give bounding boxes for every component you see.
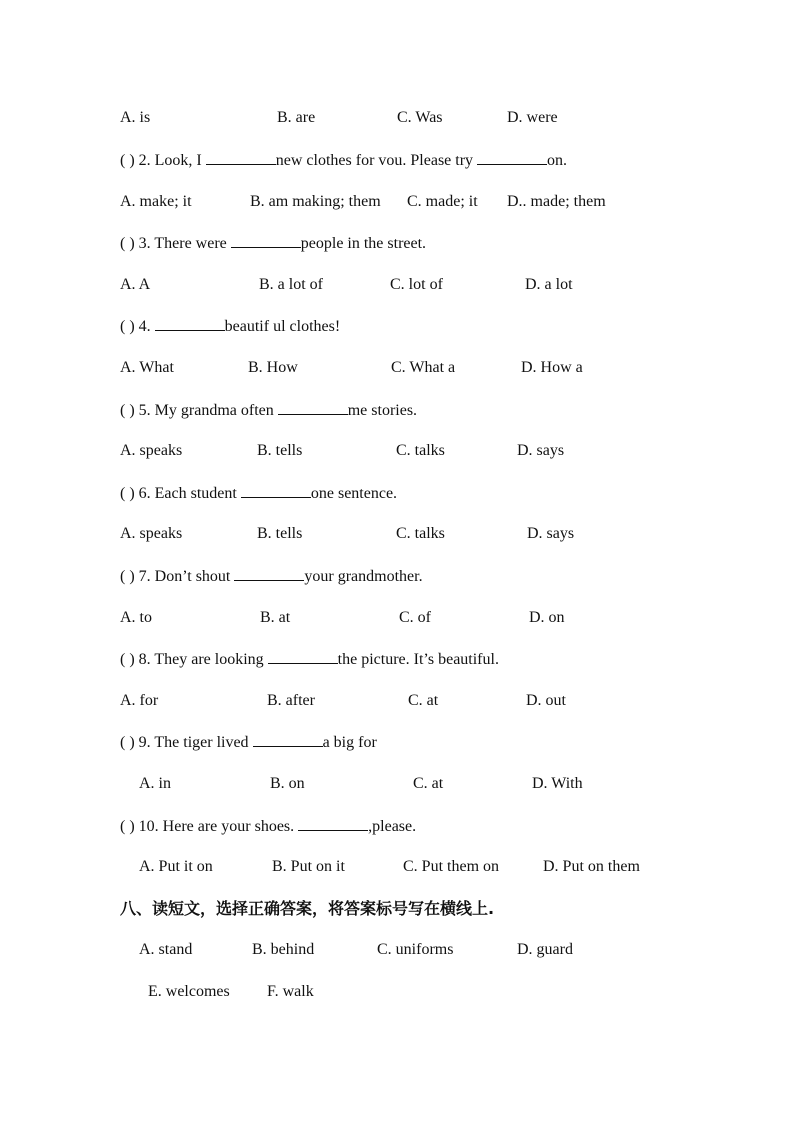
q9-option-d: D. With	[532, 775, 583, 792]
question-7-text-start: ( ) 7. Don’t shout	[120, 568, 235, 585]
q4-option-b: B. How	[248, 359, 298, 376]
wordbank-option-e: E. welcomes	[148, 983, 230, 1000]
question-4	[120, 316, 340, 337]
q9-option-c: C. at	[413, 775, 444, 792]
answer-blank	[234, 566, 304, 581]
q8-option-b: B. after	[267, 692, 315, 709]
question-2	[120, 150, 567, 171]
wordbank-option-d: D. guard	[517, 941, 573, 958]
q8-option-c: C. at	[408, 692, 439, 709]
question-6	[120, 483, 397, 504]
q10-option-d: D. Put on them	[543, 858, 640, 875]
q10-option-b: B. Put on it	[272, 858, 345, 875]
answer-blank	[268, 649, 338, 664]
q7-option-c: C. of	[399, 609, 431, 626]
answer-blank	[278, 400, 348, 415]
q3-option-a: A. A	[120, 276, 151, 293]
q6-option-b: B. tells	[257, 525, 303, 542]
q4-option-d: D. How a	[521, 359, 583, 376]
question-6-text-end: one sentence.	[310, 485, 398, 502]
q2-option-b: B. am making; them	[250, 193, 381, 210]
question-5	[120, 400, 417, 421]
q2-option-c: C. made; it	[407, 193, 478, 210]
question-4-text-end: beautif ul clothes!	[224, 318, 341, 335]
q4-option-a: A. What	[120, 359, 174, 376]
q7-option-b: B. at	[260, 609, 291, 626]
question-5-text-end: me stories.	[347, 402, 418, 419]
section-8-heading: 八、读短文，选择正确答案，将答案标号写在横线上.	[120, 899, 495, 918]
q8-option-d: D. out	[526, 692, 566, 709]
question-3-text-end: people in the street.	[300, 235, 427, 252]
question-6-text-start: ( ) 6. Each student	[120, 485, 241, 502]
q7-option-a: A. to	[120, 609, 152, 626]
q10-option-c: C. Put them on	[403, 858, 500, 875]
question-9	[120, 732, 377, 753]
question-3-text-start: ( ) 3. There were	[120, 235, 231, 252]
answer-blank	[155, 316, 225, 331]
q6-option-c: C. talks	[396, 525, 445, 542]
q2-option-a: A. make; it	[120, 193, 192, 210]
question-9-text-end: a big for	[322, 734, 377, 751]
answer-blank	[253, 732, 323, 747]
wordbank-option-f: F. walk	[267, 983, 314, 1000]
question-5-text-start: ( ) 5. My grandma often	[120, 402, 278, 419]
q2-option-d: D.. made; them	[507, 193, 606, 210]
q3-option-b: B. a lot of	[259, 276, 323, 293]
question-10	[120, 816, 416, 837]
q6-option-d: D. says	[527, 525, 575, 542]
q10-option-a: A. Put it on	[139, 858, 213, 875]
q5-option-c: C. talks	[396, 442, 445, 459]
question-7-text-end: your grandmother.	[304, 568, 423, 585]
q9-option-b: B. on	[270, 775, 305, 792]
q5-option-d: D. says	[517, 442, 565, 459]
answer-blank	[231, 233, 301, 248]
answer-blank	[477, 150, 547, 165]
question-8-text-end: the picture. It’s beautiful.	[337, 651, 499, 668]
question-8	[120, 649, 499, 670]
q3-option-d: D. a lot	[525, 276, 573, 293]
question-9-text-start: ( ) 9. The tiger lived	[120, 734, 253, 751]
q7-option-d: D. on	[529, 609, 565, 626]
q8-option-a: A. for	[120, 692, 159, 709]
q5-option-a: A. speaks	[120, 442, 183, 459]
wordbank-option-b: B. behind	[252, 941, 315, 958]
answer-blank	[241, 483, 311, 498]
question-4-text-start: ( ) 4.	[120, 318, 155, 335]
q1-option-d: D. were	[507, 109, 558, 126]
q3-option-c: C. lot of	[390, 276, 443, 293]
question-2-text-mid: new clothes for vou. Please try	[275, 152, 478, 169]
q6-option-a: A. speaks	[120, 525, 183, 542]
q1-option-a: A. is	[120, 109, 151, 126]
q9-option-a: A. in	[139, 775, 171, 792]
question-2-text-start: ( ) 2. Look, I	[120, 152, 206, 169]
q1-option-b: B. are	[277, 109, 316, 126]
question-3	[120, 233, 426, 254]
wordbank-option-c: C. uniforms	[377, 941, 454, 958]
question-10-text-end: ,please.	[368, 818, 417, 835]
question-8-text-start: ( ) 8. They are looking	[120, 651, 268, 668]
q4-option-c: C. What a	[391, 359, 456, 376]
q5-option-b: B. tells	[257, 442, 303, 459]
question-10-text-start: ( ) 10. Here are your shoes.	[120, 818, 299, 835]
answer-blank	[298, 816, 368, 831]
question-7	[120, 566, 423, 587]
wordbank-option-a: A. stand	[139, 941, 193, 958]
q1-option-c: C. Was	[397, 109, 443, 126]
answer-blank	[206, 150, 276, 165]
question-2-text-end: on.	[547, 152, 568, 169]
